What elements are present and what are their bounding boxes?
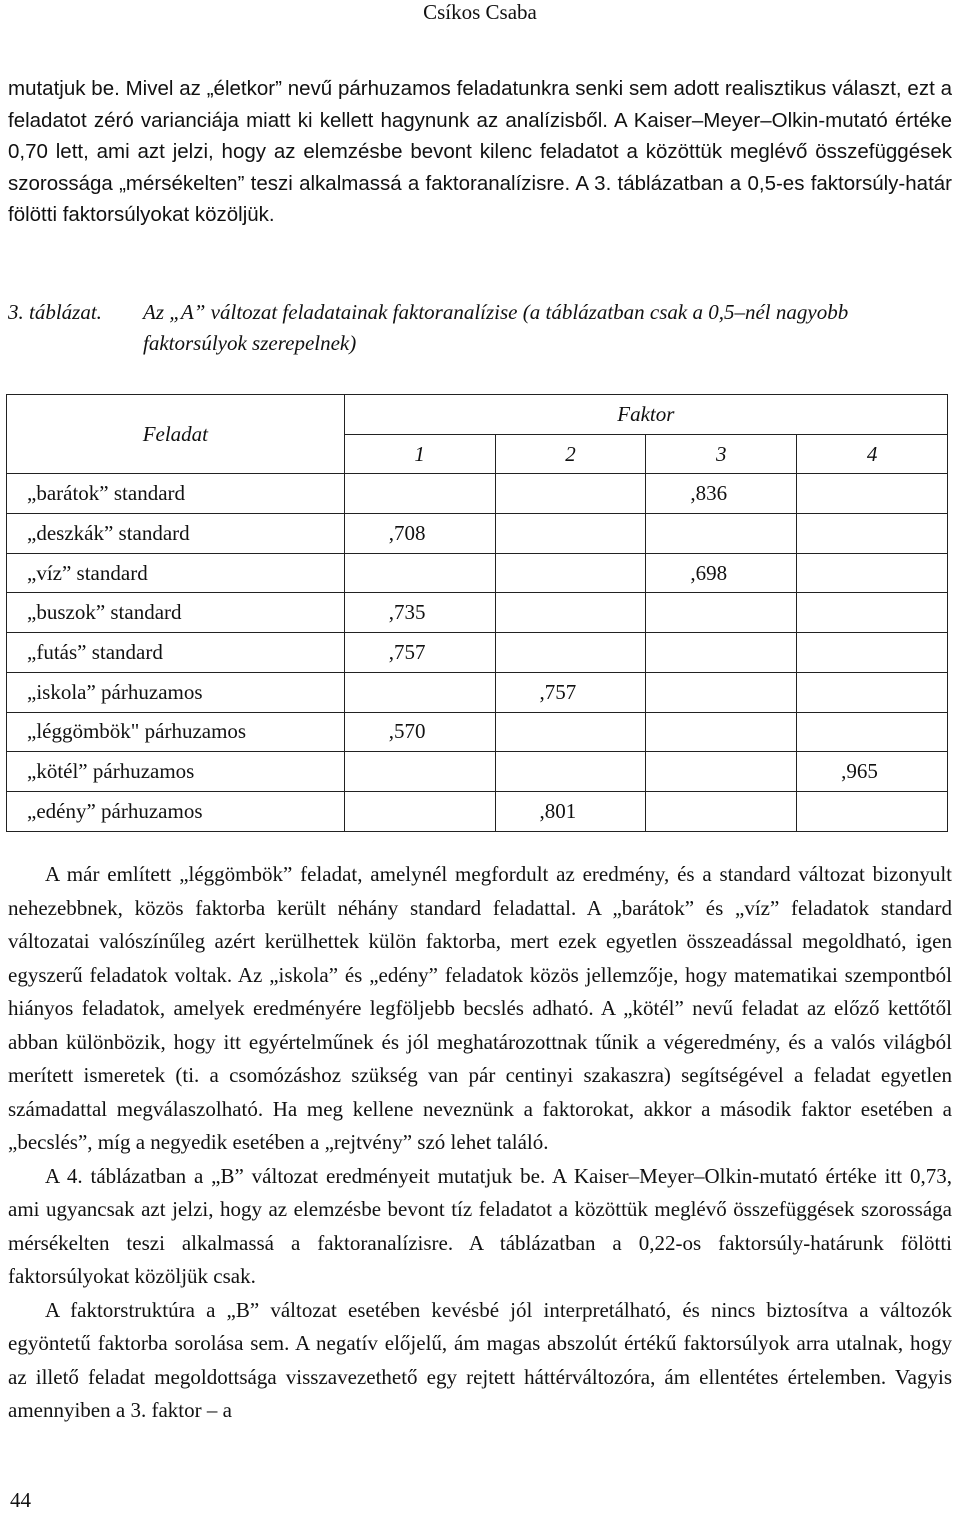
header-factor-1: 1	[344, 434, 495, 474]
table-body	[7, 474, 948, 831]
task-name-cell: „buszok” standard	[7, 593, 345, 633]
loading-cell-factor-3: ,698	[646, 553, 797, 593]
loading-cell-factor-1	[344, 791, 495, 831]
table-caption-label: 3. táblázat.	[8, 300, 102, 324]
loading-cell-factor-4	[797, 712, 948, 752]
table-row	[7, 752, 948, 792]
paragraph-discussion: A már említett „léggömbök” feladat, amelynél megfordult az eredmény, és a standard változat bizonyult nehezebbnek, közös faktorba került néhány standard feladattal. A „barátok” és „víz” feladatok standard változatai valószínűleg azért kerülhettek külön faktorba, mert ezek egyetlen összeadással megoldható, igen egyszerű feladatok voltak. Az „iskola” és „edény” feladatok közös jellemzője, hogy matematikai szempontból hiányos feladatok, amelyek eredményére legföljebb becslés adható. A „kötél” nevű feladat az előző kettőtől abban különbözik, hogy itt egyértelműnek és jól meghatározottnak tűnik a végeredmény, és a valós világból merített ismeretek (ti. a csomózáshoz szükség van pár centinyi szakaszra) segítségével a feladat egyetlen számadattal megválaszolható. Ha meg kellene neveznünk a faktorokat, akkor a második faktor esetében a „becslés”, míg a negyedik esetében a „rejtvény” szó lehet találó.	[8, 862, 952, 1154]
loading-cell-factor-2: ,801	[495, 791, 646, 831]
loading-cell-factor-4	[797, 672, 948, 712]
loading-cell-factor-4	[797, 514, 948, 554]
task-name-cell: „kötél” párhuzamos	[7, 752, 345, 792]
loading-cell-factor-4	[797, 553, 948, 593]
loading-cell-factor-2	[495, 514, 646, 554]
paragraph-intro: mutatjuk be. Mivel az „életkor” nevű párhuzamos feladatunkra senki sem adott realisztikus választ, ezt a feladatot zéró varianciája miatt ki kellett hagynunk az analízisből. A Kaiser–Meyer–Olkin-mutató értéke 0,70 lett, ami azt jelzi, hogy az elemzésbe bevont kilenc feladatot a közöttük meglévő összefüggések szorossága „mérsékelten” teszi alkalmassá a faktoranalízisre. A 3. táblázatban a 0,5-es faktorsúly-határ fölötti faktorsúlyokat közöljük.	[8, 77, 952, 226]
loading-cell-factor-4	[797, 791, 948, 831]
table-row	[7, 553, 948, 593]
table-row	[7, 633, 948, 673]
loading-cell-factor-2	[495, 474, 646, 514]
loading-cell-factor-1: ,708	[344, 514, 495, 554]
loading-cell-factor-1	[344, 672, 495, 712]
paragraph-structure: A faktorstruktúra a „B” változat esetében kevésbé jól interpretálható, és nincs biztosítva a változók egyöntetű faktorba sorolása sem. A negatív előjelű, ám magas abszolút értékű faktorsúlyok arra utalnak, hogy az illető feladat megoldottsága visszavezethető egy rejtett háttérváltozóra, ám ellentétes értelemben. Vagyis amennyiben a 3. faktor – a	[8, 1297, 952, 1422]
loading-cell-factor-4	[797, 593, 948, 633]
loading-cell-factor-3	[646, 672, 797, 712]
task-name-cell: „barátok” standard	[7, 474, 345, 514]
task-name-cell: „léggömbök" párhuzamos	[7, 712, 345, 752]
factor-table	[6, 394, 948, 832]
running-header: Csíkos Csaba	[423, 0, 537, 24]
loading-cell-factor-3	[646, 791, 797, 831]
paragraph-table4: A 4. táblázatban a „B” változat eredményeit mutatjuk be. A Kaiser–Meyer–Olkin-mutató értéke itt 0,73, ami ugyancsak azt jelzi, hogy az elemzésbe bevont tíz feladatot a közöttük meglévő összefüggések szorossága mérsékelten teszi alkalmassá a faktoranalízisre. A táblázatban a 0,22-os faktorsúly-határunk fölötti faktorsúlyokat közöljük csak.	[8, 1163, 952, 1288]
header-factor-3: 3	[646, 434, 797, 474]
task-name-cell: „edény” párhuzamos	[7, 791, 345, 831]
loading-cell-factor-1	[344, 553, 495, 593]
task-name-cell: „iskola” párhuzamos	[7, 672, 345, 712]
loading-cell-factor-4: ,965	[797, 752, 948, 792]
loading-cell-factor-1: ,570	[344, 712, 495, 752]
loading-cell-factor-3: ,836	[646, 474, 797, 514]
loading-cell-factor-2	[495, 712, 646, 752]
loading-cell-factor-3	[646, 593, 797, 633]
loading-cell-factor-2	[495, 553, 646, 593]
loading-cell-factor-4	[797, 474, 948, 514]
loading-cell-factor-2	[495, 752, 646, 792]
task-name-cell: „futás” standard	[7, 633, 345, 673]
table-row	[7, 593, 948, 633]
header-faktor: Faktor	[344, 395, 947, 435]
body-text	[8, 858, 952, 1428]
header-factor-4: 4	[797, 434, 948, 474]
loading-cell-factor-2	[495, 593, 646, 633]
table-header-row	[7, 395, 948, 435]
table-row	[7, 791, 948, 831]
loading-cell-factor-3	[646, 514, 797, 554]
table-row	[7, 474, 948, 514]
loading-cell-factor-3	[646, 633, 797, 673]
table-row	[7, 514, 948, 554]
header-feladat: Feladat	[7, 395, 345, 474]
loading-cell-factor-1: ,735	[344, 593, 495, 633]
loading-cell-factor-2	[495, 633, 646, 673]
table-row	[7, 672, 948, 712]
table-row	[7, 712, 948, 752]
task-name-cell: „víz” standard	[7, 553, 345, 593]
header-factor-2: 2	[495, 434, 646, 474]
loading-cell-factor-2: ,757	[495, 672, 646, 712]
task-name-cell: „deszkák” standard	[7, 514, 345, 554]
page-number: 44	[10, 1488, 31, 1512]
loading-cell-factor-1	[344, 752, 495, 792]
loading-cell-factor-4	[797, 633, 948, 673]
loading-cell-factor-1	[344, 474, 495, 514]
table-caption-text: Az „A” változat feladatainak faktoranalízise (a táblázatban csak a 0,5–nél nagyobb faktorsúlyok szerepelnek)	[143, 300, 849, 355]
loading-cell-factor-1: ,757	[344, 633, 495, 673]
loading-cell-factor-3	[646, 712, 797, 752]
loading-cell-factor-3	[646, 752, 797, 792]
